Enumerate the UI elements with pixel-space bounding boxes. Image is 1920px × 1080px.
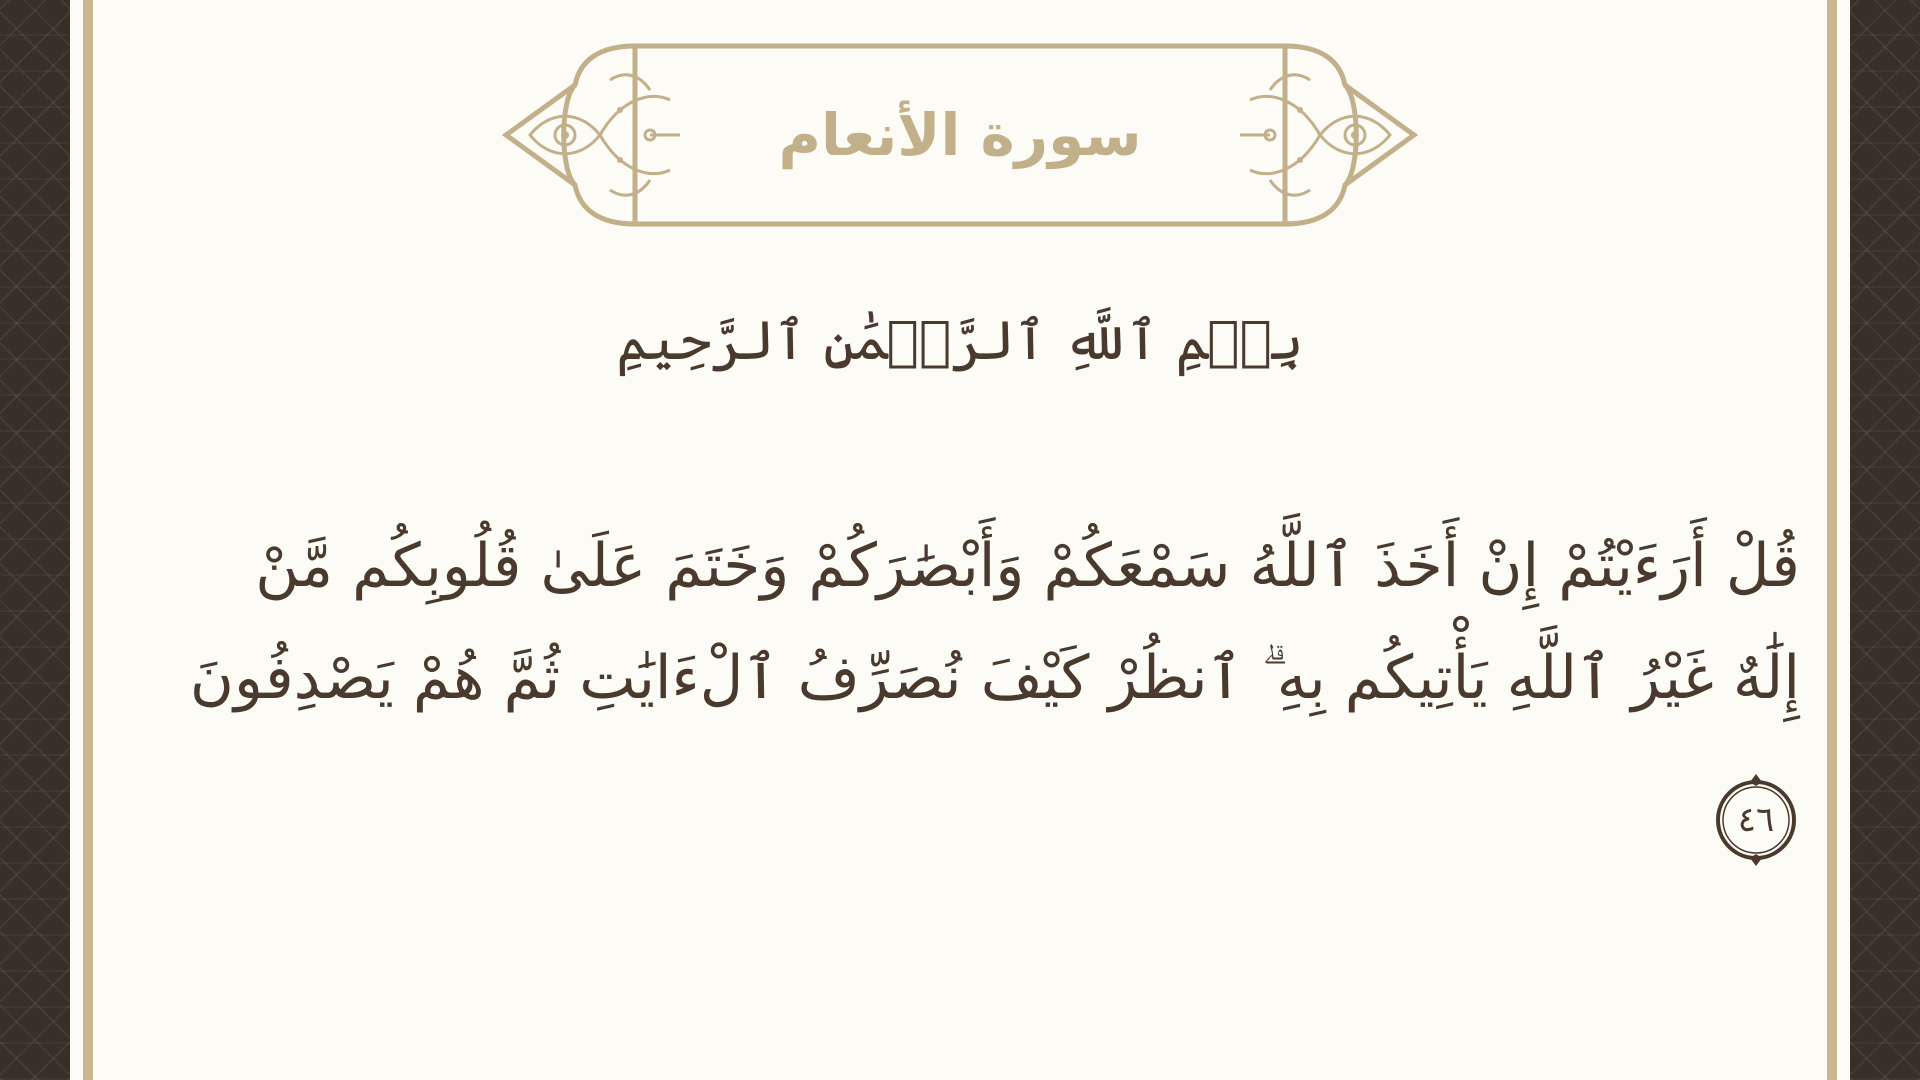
verse-line: إِلَٰهٌ غَيْرُ ٱللَّهِ يَأْتِيكُم بِهِ ۗ ٱنظُرْ كَيْفَ نُصَرِّفُ ٱلْءَايَٰتِ ثُمَّ هُمْ يَصْدِفُونَ bbox=[189, 643, 1800, 713]
right-decorative-border bbox=[1850, 0, 1920, 1080]
page-margin-left bbox=[70, 0, 83, 1080]
basmala: بِسۡمِ ٱللَّهِ ٱلرَّحۡمَٰنِ ٱلرَّحِيمِ bbox=[616, 308, 1304, 372]
ayah-marker bbox=[1708, 772, 1804, 868]
verse-line: قُلْ أَرَءَيْتُمْ إِنْ أَخَذَ ٱللَّهُ سَمْعَكُمْ وَأَبْصَٰرَكُمْ وَخَتَمَ عَلَىٰ قُلُوبِكُم مَّنْ bbox=[255, 531, 1800, 601]
verse-text bbox=[150, 510, 1800, 734]
page-margin-right bbox=[1837, 0, 1850, 1080]
frame-line-right bbox=[1827, 0, 1837, 1080]
frame-line-left bbox=[83, 0, 93, 1080]
surah-banner bbox=[500, 40, 1420, 230]
ayah-number: ٤٦ bbox=[1737, 800, 1775, 840]
surah-title: سورة الأنعام bbox=[778, 101, 1142, 169]
left-decorative-border bbox=[0, 0, 70, 1080]
